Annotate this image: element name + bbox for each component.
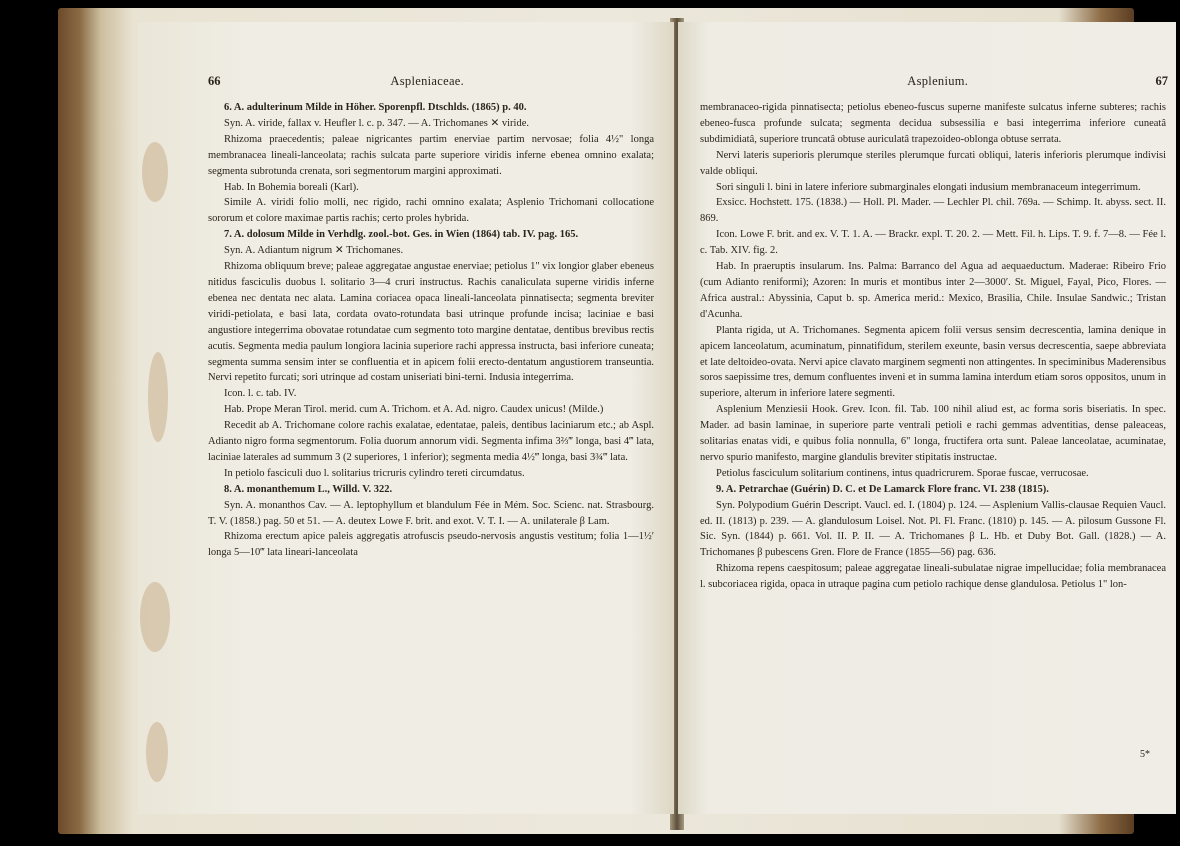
paragraph: Hab. Prope Meran Tirol. merid. cum A. Trichom. et A. Ad. nigro. Caudex unicus! (Milde.): [224, 404, 604, 416]
paragraph: In petiolo fasciculi duo l. solitarius tricruris cylindro tereti circumdatus.: [224, 467, 525, 479]
paragraph: Petiolus fasciculum solitarium continens, intus quadricrurem. Sporae fuscae, verrucosae.: [716, 467, 1089, 479]
foxing-stain: [142, 142, 168, 202]
paragraph: Syn. A. Adiantum nigrum ✕ Trichomanes.: [224, 245, 404, 257]
signature-mark: 5*: [1140, 749, 1150, 760]
paragraph: Rhizoma repens caespitosum; paleae aggregatae lineali-subulatae nigrae impellucidae; folia membranacea l. subcoriacea rigida, opaca in utraque pagina cum petiolo rachique dense glandulosa. Petiolus 1" lon-: [700, 563, 1166, 591]
paragraph: Syn. A. viride, fallax v. Heufler l. c. p. 347. — A. Trichomanes ✕ viride.: [224, 117, 529, 129]
paragraph: Planta rigida, ut A. Trichomanes. Segmenta apicem folii versus sensim decrescentia, lamina denique in apicem lanceolatum, acuminatum, pinnatifidum, sterilem exeunte, basin versus decrescentia, saepe abbreviata et late deltoideo-ovata. Nervi apice clavato marginem segmenti non attingentes. In speciminibus Maderensibus soros saepissime tres, demum confluentes inveni et in summa lamina interdum etiam soros oppositos, unum in superiore, alterum in inferiore latere segmenti.: [700, 324, 1166, 400]
paragraph: Syn. Polypodium Guérin Descript. Vaucl. ed. I. (1804) p. 124. — Asplenium Vallis-clausae Requien Vaucl. ed. II. (1813) p. 239. — A. glandulosum Loisel. Not. Pl. Fl. Franc. (1810) p. 145. — A. pilosum Gussone Fl. Sic. Syn. (1844) p. 661. Vol. II. P. II. — A. Trichomanes β L. Hb. et Duby Bot. Gall. (1828.) — A. Trichomanes β pubescens Gren. Flore de France (1855—56) pag. 636.: [700, 499, 1166, 559]
foxing-stain: [148, 352, 168, 442]
left-body-text: [208, 100, 654, 561]
paragraph: 8. A. monanthemum L., Willd. V. 322.: [224, 483, 393, 495]
paragraph: Rhizoma praecedentis; paleae nigricantes partim enerviae partim nervosae; folia 4½" longa membranacea lineali-lanceolata; rachis sulcata parte superiore viridis inferne ebenea omnino exalata; segmenta subrotunda crenata, sori segmentorum margini approximati.: [208, 133, 654, 177]
left-running-head: [208, 74, 654, 89]
left-running-title: Aspleniaceae.: [390, 74, 465, 88]
open-book: [58, 8, 1168, 834]
right-page-number: 67: [1155, 74, 1168, 88]
paragraph: Rhizoma erectum apice paleis aggregatis atrofuscis pseudo-nervosis angustis vestitum; folia 1—1½′ longa 5—10‴ lata lineari-lanceolata: [208, 531, 654, 559]
paragraph: Syn. A. monanthos Cav. — A. leptophyllum et blandulum Fée in Mém. Soc. Scienc. nat. Strasbourg. T. V. (1858.) pag. 50 et 51. — A. deutex Lowe F. brit. and exot. V. T. I. — A. unilaterale β Lam.: [208, 499, 654, 527]
paragraph: 7. A. dolosum Milde in Verhdlg. zool.-bot. Ges. in Wien (1864) tab. IV. pag. 165.: [224, 229, 579, 241]
paragraph: Simile A. viridi folio molli, nec rigido, rachi omnino exalata; Asplenio Trichomani collocatione sororum et colore maximae partis rachis; certo proles hybrida.: [208, 197, 654, 225]
paragraph: membranaceo-rigida pinnatisecta; petiolus ebeneo-fuscus superne manifeste sulcatus inferne subteres; rachis ebeneo-fusca profunde sulcata; segmenta decidua subsessilia e basi integerrima inferiore cuneatâ subdimidiatâ, superiore truncatâ obtuse auriculatâ trapezoideo-oblonga obtuse serrata.: [700, 102, 1166, 145]
paragraph: Asplenium Menziesii Hook. Grev. Icon. fil. Tab. 100 nihil aliud est, ac forma soris biseriatis. In spec. Mader. ad basin laminae, in superiore parte ventrali petioli e rachi gemmas adventitias, dense paleaceas, solitarias enatas vidi, e quibus folia nonnulla, 6" longa, fructifera orta sunt. Paleae lanceolatae, acuminatae, nervo spurio manifesto, margine glandulis breviter stipitatis instructae.: [700, 404, 1166, 463]
paragraph: Sori singuli l. bini in latere inferiore submarginales elongati indusium membranaceum integerrimum.: [716, 181, 1141, 193]
paragraph: 6. A. adulterinum Milde in Höher. Sporenpfl. Dtschlds. (1865) p. 40.: [224, 102, 527, 113]
foxing-stain: [140, 582, 170, 652]
right-page: [678, 22, 1176, 814]
paragraph: 9. A. Petrarchae (Guérin) D. C. et De Lamarck Flore franc. VI. 238 (1815).: [716, 483, 1049, 495]
paragraph: Icon. l. c. tab. IV.: [224, 388, 297, 400]
paragraph: Nervi lateris superioris plerumque steriles plerumque furcati obliqui, lateris inferioris plerumque indivisi valde obliqui.: [700, 149, 1166, 177]
left-page: [138, 22, 674, 814]
paragraph: Hab. In praeruptis insularum. Ins. Palma: Barranco del Agua ad aequaeductum. Maderae: Ribeiro Frio (cum Adianto reniformi); Azoren: In muris et montibus inter 2—3000′. St. Miguel, Fayal, Pico, Flores. — Africa austral.: Abyssinia, Caput b. sp. America merid.: Mexico, Brasilia, Chile. Insulae Sandwic.; Tristan d'Acunha.: [700, 261, 1166, 320]
paragraph: Exsicc. Hochstett. 175. (1838.) — Holl. Pl. Mader. — Lechler Pl. chil. 769a. — Schimp. It. abyss. sect. II. 869.: [700, 197, 1166, 225]
paragraph: Recedit ab A. Trichomane colore rachis exalatae, edentatae, paleis, dentibus laciniarum etc.; ab Aspl. Adianto nigro forma segmentorum. Folia duorum annorum vidi. Segmenta infima 3⅔‴ longa, basi 4‴ lata, laciniae laterales ad summum 3 (2 superiores, 1 inferior); segmenta media 4½‴ longa, basi 3¾‴ lata.: [208, 420, 654, 463]
left-page-number: 66: [208, 74, 221, 88]
right-running-head: [700, 74, 1168, 89]
right-running-title: Asplenium.: [907, 74, 969, 88]
paragraph: Icon. Lowe F. brit. and ex. V. T. 1. A. — Brackr. expl. T. 20. 2. — Mett. Fil. h. Lips. T. 9. f. 7—8. — Fée l. c. Tab. XIV. fig. 2.: [700, 229, 1166, 257]
paragraph: Rhizoma obliquum breve; paleae aggregatae angustae enerviae; petiolus 1" vix longior glaber ebeneus nitidus fasciculis duobus l. solitario 3—4 cruri instructus. Rachis canaliculata superne viridis inferne ebenea nec dentata nec alata. Lamina coriacea opaca lineali-lanceolata pinnatisecta; segmenta breviter viridi-petiolata, e basi lata, cordata ovato-rotundata basi utrinque profunde incisa; laciniae e basi angustiore integerrima obovatae rotundatae cum segmento toto margine dentatae, dentibus brevibus rectis acutis. Segmenta media paulum longiora lacinia superiore rachi appressa instructa, basi inferiore cuneata; segmenta summa sensim inter se confluentia et in apicem folii erecto-dentatum angustiorem transeuntia. Nervi repetito furcati; sori utrinque ad costam uniseriati bini-terni. Indusia integerrima.: [208, 261, 654, 384]
right-body-text: [700, 100, 1166, 593]
foxing-stain: [146, 722, 168, 782]
paragraph: Hab. In Bohemia boreali (Karl).: [224, 181, 359, 193]
